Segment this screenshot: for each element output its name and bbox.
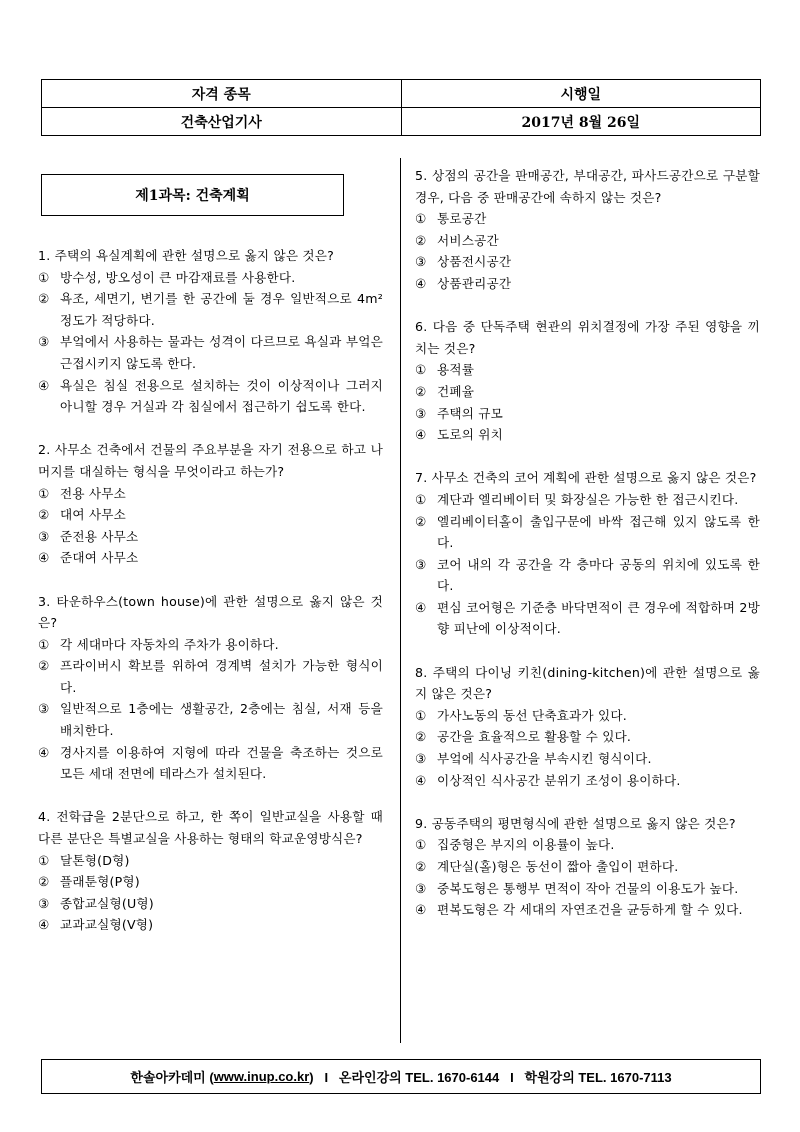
option-number: ③	[415, 880, 427, 896]
option-text: 서비스공간	[437, 232, 499, 248]
answer-option	[415, 878, 760, 900]
option-number: ①	[38, 269, 50, 285]
answer-option	[415, 597, 760, 640]
answer-option	[415, 899, 760, 921]
option-text: 방수성, 방오성이 큰 마감재료를 사용한다.	[60, 269, 296, 285]
option-text: 각 세대마다 자동차의 주차가 용이하다.	[60, 636, 279, 652]
option-text: 도로의 위치	[437, 427, 504, 443]
option-number: ②	[415, 232, 427, 248]
question-stem: 8. 주택의 다이닝 키친(dining-kitchen)에 관한 설명으로 옳지 않은 것은?	[415, 664, 760, 702]
option-text: 집중형은 부지의 이용률이 높다.	[437, 837, 615, 853]
option-number: ①	[415, 707, 427, 723]
footer-url-link[interactable]: www.inup.co.kr	[213, 1069, 310, 1084]
option-text: 욕실은 침실 전용으로 설치하는 것이 이상적이나 그러지 아니할 경우 거실과 각 침실에서 접근하기 쉽도록 한다.	[60, 377, 383, 415]
answer-option	[38, 893, 383, 915]
question-block	[38, 439, 383, 569]
option-text: 통로공간	[437, 211, 487, 227]
right-column	[415, 165, 760, 942]
question-block	[415, 467, 760, 640]
option-text: 주택의 규모	[437, 405, 504, 421]
option-number: ②	[415, 383, 427, 399]
option-text: 플래툰형(P형)	[60, 874, 140, 890]
answer-option	[415, 424, 760, 446]
header-label-exam-date: 시행일	[401, 80, 761, 108]
option-text: 상품관리공간	[437, 275, 512, 291]
option-text: 준대여 사무소	[60, 550, 139, 566]
option-number: ②	[38, 658, 50, 674]
page-footer	[41, 1059, 761, 1094]
question-block	[415, 662, 760, 792]
answer-option	[38, 914, 383, 936]
answer-option	[38, 504, 383, 526]
question-stem: 6. 다음 중 단독주택 현관의 위치결정에 가장 주된 영향을 끼치는 것은?	[415, 319, 760, 356]
option-number: ④	[415, 599, 427, 615]
option-text: 가사노동의 동선 단축효과가 있다.	[437, 707, 627, 723]
option-text: 프라이버시 확보를 위하여 경계벽 설치가 가능한 형식이다.	[60, 658, 383, 695]
option-text: 중복도형은 통행부 면적이 작아 건물의 이용도가 높다.	[437, 880, 739, 896]
option-number: ④	[415, 427, 427, 443]
option-number: ②	[415, 729, 427, 745]
answer-option	[415, 726, 760, 748]
answer-option	[38, 375, 383, 418]
option-text: 건폐율	[437, 383, 475, 399]
answer-option	[38, 871, 383, 893]
option-number: ③	[415, 556, 427, 572]
option-number: ①	[415, 211, 427, 227]
subject-title: 제1과목: 건축계획	[41, 174, 344, 216]
option-text: 전용 사무소	[60, 485, 127, 501]
answer-option	[415, 230, 760, 252]
answer-option	[415, 208, 760, 230]
answer-option	[38, 526, 383, 548]
answer-option	[415, 381, 760, 403]
option-number: ④	[38, 550, 50, 566]
answer-option	[415, 705, 760, 727]
option-text: 편복도형은 각 세대의 자연조건을 균등하게 할 수 있다.	[437, 902, 743, 918]
question-block	[38, 806, 383, 936]
answer-option	[415, 748, 760, 770]
option-number: ③	[38, 528, 50, 544]
answer-option	[38, 742, 383, 785]
option-text: 편심 코어형은 기준층 바닥면적이 큰 경우에 적합하며 2방향 피난에 이상적이다.	[437, 599, 760, 637]
option-number: ②	[38, 874, 50, 890]
answer-option	[415, 834, 760, 856]
option-number: ②	[415, 859, 427, 874]
header-label-qualification: 자격 종목	[42, 80, 402, 108]
option-text: 종합교실형(U형)	[60, 895, 154, 911]
question-stem: 1. 주택의 욕실계획에 관한 설명으로 옳지 않은 것은?	[38, 248, 335, 263]
option-number: ②	[415, 513, 427, 529]
option-number: ③	[415, 254, 427, 270]
footer-academy: 한솔아카데미 (	[130, 1070, 214, 1085]
option-text: 교과교실형(V형)	[60, 917, 154, 933]
header-value-exam-date: 2017년 8월 26일	[401, 108, 761, 136]
answer-option	[38, 331, 383, 374]
question-block	[415, 165, 760, 295]
answer-option	[38, 634, 383, 656]
question-stem: 9. 공동주택의 평면형식에 관한 설명으로 옳지 않은 것은?	[415, 815, 736, 831]
option-text: 용적률	[437, 362, 475, 378]
option-number: ①	[415, 362, 427, 378]
answer-option	[38, 288, 383, 331]
option-text: 부엌에 식사공간을 부속시킨 형식이다.	[437, 751, 652, 767]
footer-contact: ) I 온라인강의 TEL. 1670-6144 I 학원강의 TEL. 1670-7113	[309, 1070, 672, 1085]
option-number: ③	[38, 895, 50, 911]
option-text: 대여 사무소	[60, 507, 127, 523]
question-stem: 4. 전학급을 2분단으로 하고, 한 쪽이 일반교실을 사용할 때 다른 분단은 특별교실을 사용하는 형태의 학교운영방식은?	[38, 809, 383, 847]
option-text: 이상적인 식사공간 분위기 조성이 용이하다.	[437, 772, 681, 788]
answer-option	[415, 511, 760, 554]
question-stem: 2. 사무소 건축에서 건물의 주요부분을 자기 전용으로 하고 나머지를 대실하는 형식을 무엇이라고 하는가?	[38, 442, 383, 479]
column-divider	[400, 158, 401, 1043]
option-text: 달톤형(D형)	[60, 852, 130, 868]
option-number: ①	[415, 491, 427, 507]
option-number: ③	[38, 701, 50, 717]
question-stem: 5. 상점의 공간을 판매공간, 부대공간, 파사드공간으로 구분할 경우, 다음 중 판매공간에 속하지 않는 것은?	[415, 168, 760, 205]
answer-option	[415, 251, 760, 273]
question-block	[415, 316, 760, 446]
option-text: 경사지를 이용하여 지형에 따라 건물을 축조하는 것으로 모든 세대 전면에 테라스가 설치된다.	[60, 744, 383, 782]
answer-option	[38, 483, 383, 505]
header-value-qualification: 건축산업기사	[42, 108, 402, 136]
question-block	[38, 591, 383, 785]
option-text: 계단과 엘리베이터 및 화장실은 가능한 한 접근시킨다.	[437, 491, 739, 507]
answer-option	[38, 267, 383, 289]
answer-option	[415, 770, 760, 792]
option-text: 계단실(홀)형은 동선이 짧아 출입이 편하다.	[437, 859, 679, 874]
answer-option	[415, 273, 760, 295]
option-number: ③	[415, 405, 427, 421]
option-number: ④	[415, 902, 427, 918]
answer-option	[38, 655, 383, 698]
answer-option	[415, 489, 760, 511]
option-text: 상품전시공간	[437, 254, 512, 270]
option-number: ③	[415, 751, 427, 767]
option-number: ③	[38, 334, 50, 350]
option-number: ②	[38, 291, 50, 307]
option-number: ②	[38, 507, 50, 523]
option-text: 코어 내의 각 공간을 각 층마다 공동의 위치에 있도록 한다.	[437, 556, 760, 594]
answer-option	[415, 403, 760, 425]
answer-option	[415, 359, 760, 381]
option-text: 욕조, 세면기, 변기를 한 공간에 둘 경우 일반적으로 4m² 정도가 적당하다.	[60, 291, 383, 328]
answer-option	[38, 547, 383, 569]
question-stem: 3. 타운하우스(town house)에 관한 설명으로 옳지 않은 것은?	[38, 593, 383, 631]
option-text: 공간을 효율적으로 활용할 수 있다.	[437, 729, 632, 745]
question-stem: 7. 사무소 건축의 코어 계획에 관한 설명으로 옳지 않은 것은?	[415, 470, 757, 486]
option-text: 엘리베이터홀이 출입구문에 바싹 접근해 있지 않도록 한다.	[437, 513, 760, 551]
question-block	[38, 245, 383, 418]
option-number: ①	[38, 485, 50, 501]
exam-header-table	[41, 79, 761, 136]
answer-option	[38, 698, 383, 741]
option-number: ④	[38, 917, 50, 933]
option-number: ①	[415, 837, 427, 853]
question-block	[415, 813, 760, 921]
left-column	[38, 245, 383, 958]
answer-option	[415, 554, 760, 597]
option-text: 준전용 사무소	[60, 528, 139, 544]
option-number: ①	[38, 852, 50, 868]
option-number: ④	[415, 275, 427, 291]
option-number: ①	[38, 636, 50, 652]
option-text: 일반적으로 1층에는 생활공간, 2층에는 침실, 서재 등을 배치한다.	[60, 701, 383, 739]
option-number: ④	[38, 744, 50, 760]
option-number: ④	[415, 772, 427, 788]
option-text: 부엌에서 사용하는 물과는 성격이 다르므로 욕실과 부엌은 근접시키지 않도록 한다.	[60, 334, 383, 371]
answer-option	[38, 850, 383, 872]
option-number: ④	[38, 377, 50, 393]
answer-option	[415, 856, 760, 878]
